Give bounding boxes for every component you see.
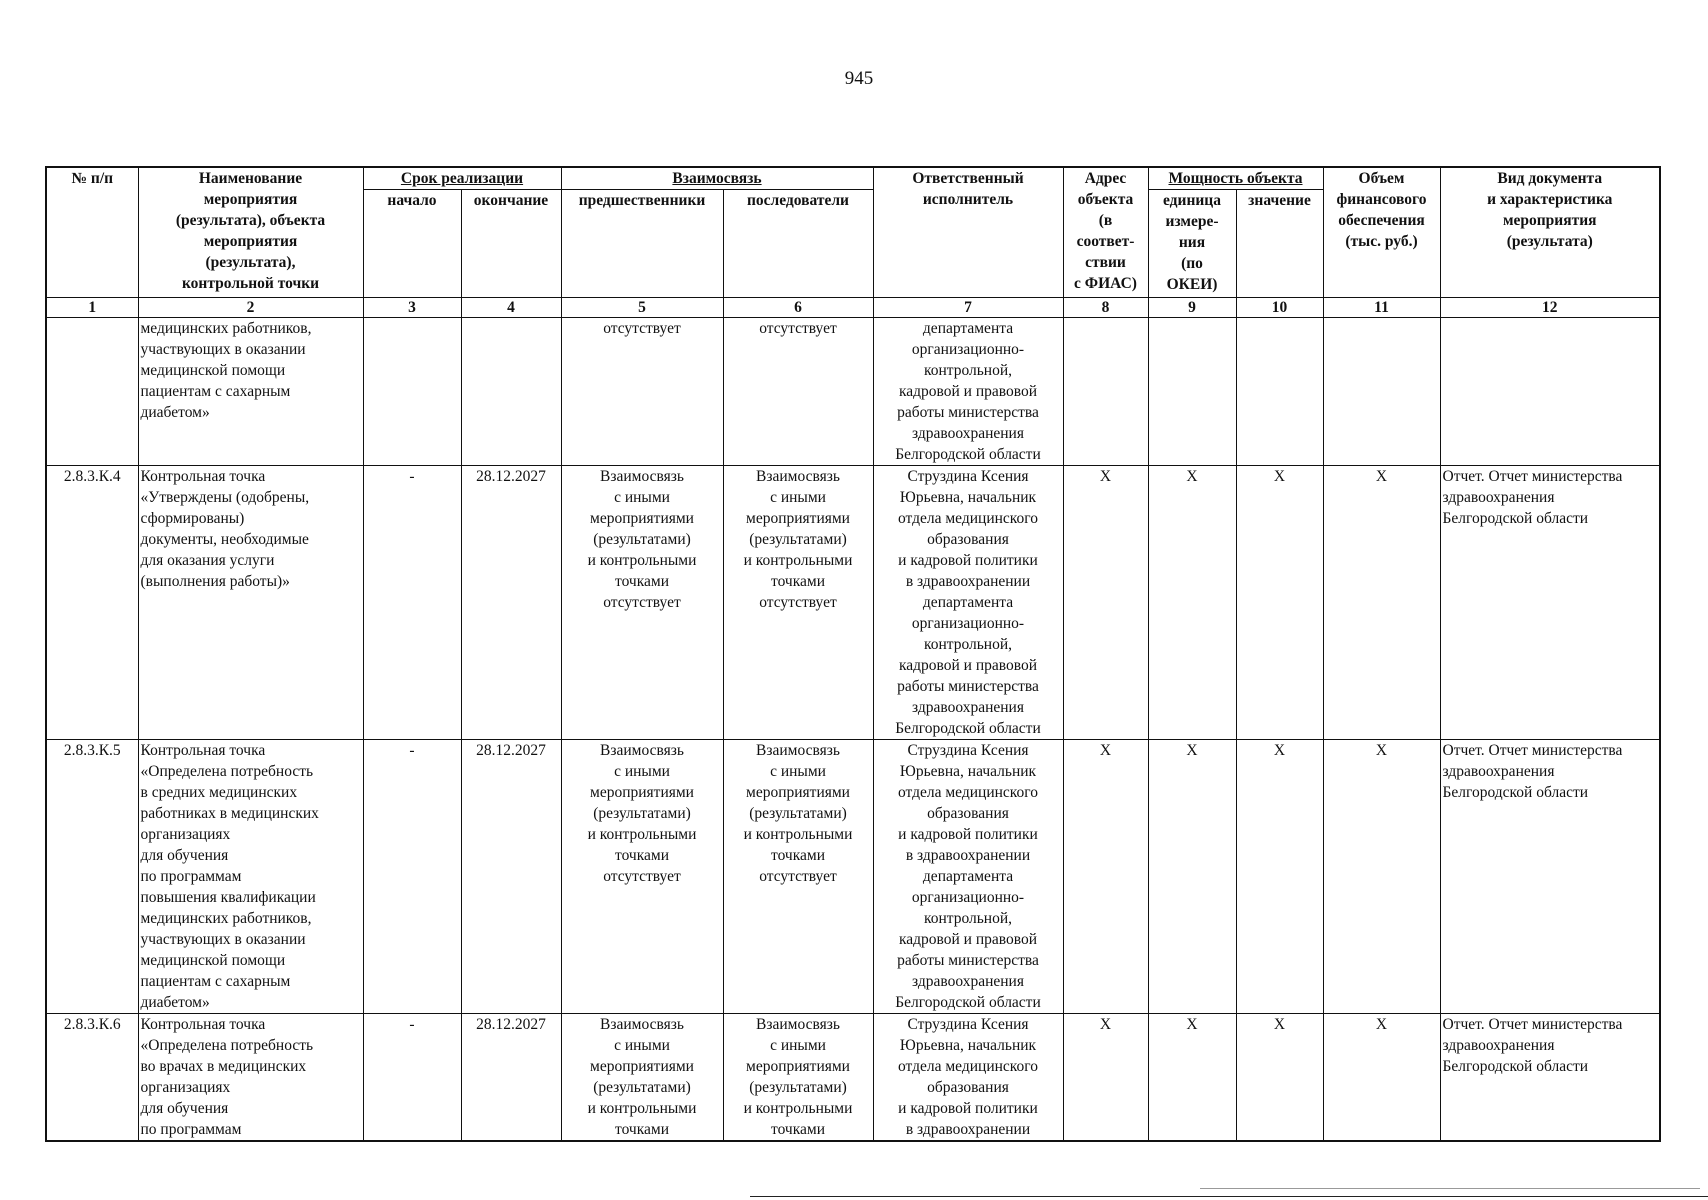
cell-num: 2.8.3.К.5 — [46, 740, 138, 1014]
header-predecessors: предшественники — [561, 190, 723, 298]
cell-num: 2.8.3.К.6 — [46, 1014, 138, 1142]
cell-volume: X — [1323, 1014, 1440, 1142]
cell-document: Отчет. Отчет министерства здравоохранения Белгородской области — [1440, 740, 1660, 1014]
cell-predecessors: отсутствует — [561, 318, 723, 466]
cell-document — [1440, 318, 1660, 466]
header-row-1 — [46, 167, 1660, 190]
cell-unit: X — [1148, 1014, 1236, 1142]
cell-unit: X — [1148, 740, 1236, 1014]
cell-volume — [1323, 318, 1440, 466]
cell-address — [1063, 318, 1148, 466]
cell-volume: X — [1323, 466, 1440, 740]
column-number: 10 — [1236, 298, 1323, 318]
column-number: 1 — [46, 298, 138, 318]
cell-predecessors: Взаимосвязь с иными мероприятиями (результатами) и контрольными точками отсутствует — [561, 466, 723, 740]
table-row — [46, 1014, 1660, 1142]
cell-unit — [1148, 318, 1236, 466]
table-row — [46, 466, 1660, 740]
column-number: 8 — [1063, 298, 1148, 318]
cell-successors: Взаимосвязь с иными мероприятиями (результатами) и контрольными точками отсутствует — [723, 466, 873, 740]
cell-value: X — [1236, 740, 1323, 1014]
cell-end: 28.12.2027 — [461, 740, 561, 1014]
cell-responsible: Струздина Ксения Юрьевна, начальник отдела медицинского образования и кадровой политики в здравоохранении — [873, 1014, 1063, 1142]
cell-value — [1236, 318, 1323, 466]
cell-end — [461, 318, 561, 466]
cell-successors: отсутствует — [723, 318, 873, 466]
cell-address: X — [1063, 466, 1148, 740]
column-number: 11 — [1323, 298, 1440, 318]
column-number: 3 — [363, 298, 461, 318]
cell-name: Контрольная точка «Определена потребность во врачах в медицинских организациях для обучения по программам — [138, 1014, 363, 1142]
scan-artifact-line — [1200, 1188, 1700, 1189]
header-document: Вид документа и характеристика мероприятия (результата) — [1440, 167, 1660, 298]
column-number: 5 — [561, 298, 723, 318]
header-power — [1148, 167, 1323, 190]
header-responsible: Ответственный исполнитель — [873, 167, 1063, 298]
cell-responsible: департамента организационно- контрольной, кадровой и правовой работы министерства здравоохранения Белгородской области — [873, 318, 1063, 466]
header-power-label: Мощность объекта — [1168, 170, 1303, 187]
cell-document: Отчет. Отчет министерства здравоохранения Белгородской области — [1440, 466, 1660, 740]
cell-name: медицинских работников, участвующих в оказании медицинской помощи пациентам с сахарным диабетом» — [138, 318, 363, 466]
header-period-label: Срок реализации — [400, 170, 524, 187]
cell-responsible: Струздина Ксения Юрьевна, начальник отдела медицинского образования и кадровой политики в здравоохранении департамента организационно- контрольной, кадровой и правовой работы министерства здравоохранения Белгородской области — [873, 740, 1063, 1014]
cell-start: - — [363, 740, 461, 1014]
column-number: 2 — [138, 298, 363, 318]
cell-volume: X — [1323, 740, 1440, 1014]
cell-start: - — [363, 466, 461, 740]
column-number: 6 — [723, 298, 873, 318]
page-number: 945 — [844, 68, 874, 89]
cell-value: X — [1236, 1014, 1323, 1142]
cell-successors: Взаимосвязь с иными мероприятиями (результатами) и контрольными точками — [723, 1014, 873, 1142]
scan-artifact-line — [750, 1196, 1708, 1197]
cell-document: Отчет. Отчет министерства здравоохранения Белгородской области — [1440, 1014, 1660, 1142]
column-number: 9 — [1148, 298, 1236, 318]
cell-name: Контрольная точка «Определена потребность в средних медицинских работниках в медицинских организациях для обучения по программам повышения квалификации медицинских работников, участвующих в оказании медицинской помощи пациентам с сахарным диабетом» — [138, 740, 363, 1014]
cell-end: 28.12.2027 — [461, 1014, 561, 1142]
cell-end: 28.12.2027 — [461, 466, 561, 740]
header-unit: единица измере- ния (по ОКЕИ) — [1148, 190, 1236, 298]
header-end: окончание — [461, 190, 561, 298]
header-successors: последователи — [723, 190, 873, 298]
header-link — [561, 167, 873, 190]
table-row — [46, 318, 1660, 466]
column-number: 7 — [873, 298, 1063, 318]
cell-value: X — [1236, 466, 1323, 740]
cell-address: X — [1063, 740, 1148, 1014]
column-number: 12 — [1440, 298, 1660, 318]
header-name: Наименование мероприятия (результата), объекта мероприятия (результата), контрольной точки — [138, 167, 363, 298]
cell-start: - — [363, 1014, 461, 1142]
cell-responsible: Струздина Ксения Юрьевна, начальник отдела медицинского образования и кадровой политики в здравоохранении департамента организационно- контрольной, кадровой и правовой работы министерства здравоохранения Белгородской области — [873, 466, 1063, 740]
column-number: 4 — [461, 298, 561, 318]
header-period — [363, 167, 561, 190]
header-num: № п/п — [46, 167, 138, 298]
column-number-row — [46, 298, 1660, 318]
cell-name: Контрольная точка «Утверждены (одобрены, сформированы) документы, необходимые для оказания услуги (выполнения работы)» — [138, 466, 363, 740]
header-address: Адрес объекта (в соответ- ствии с ФИАС) — [1063, 167, 1148, 298]
cell-address: X — [1063, 1014, 1148, 1142]
header-start: начало — [363, 190, 461, 298]
cell-unit: X — [1148, 466, 1236, 740]
table-row — [46, 740, 1660, 1014]
cell-predecessors: Взаимосвязь с иными мероприятиями (результатами) и контрольными точками отсутствует — [561, 740, 723, 1014]
cell-start — [363, 318, 461, 466]
header-link-label: Взаимосвязь — [672, 170, 762, 187]
cell-num: 2.8.3.К.4 — [46, 466, 138, 740]
header-volume: Объем финансового обеспечения (тыс. руб.) — [1323, 167, 1440, 298]
cell-num — [46, 318, 138, 466]
events-table — [45, 166, 1661, 1142]
cell-successors: Взаимосвязь с иными мероприятиями (результатами) и контрольными точками отсутствует — [723, 740, 873, 1014]
cell-predecessors: Взаимосвязь с иными мероприятиями (результатами) и контрольными точками — [561, 1014, 723, 1142]
header-value: значение — [1236, 190, 1323, 298]
